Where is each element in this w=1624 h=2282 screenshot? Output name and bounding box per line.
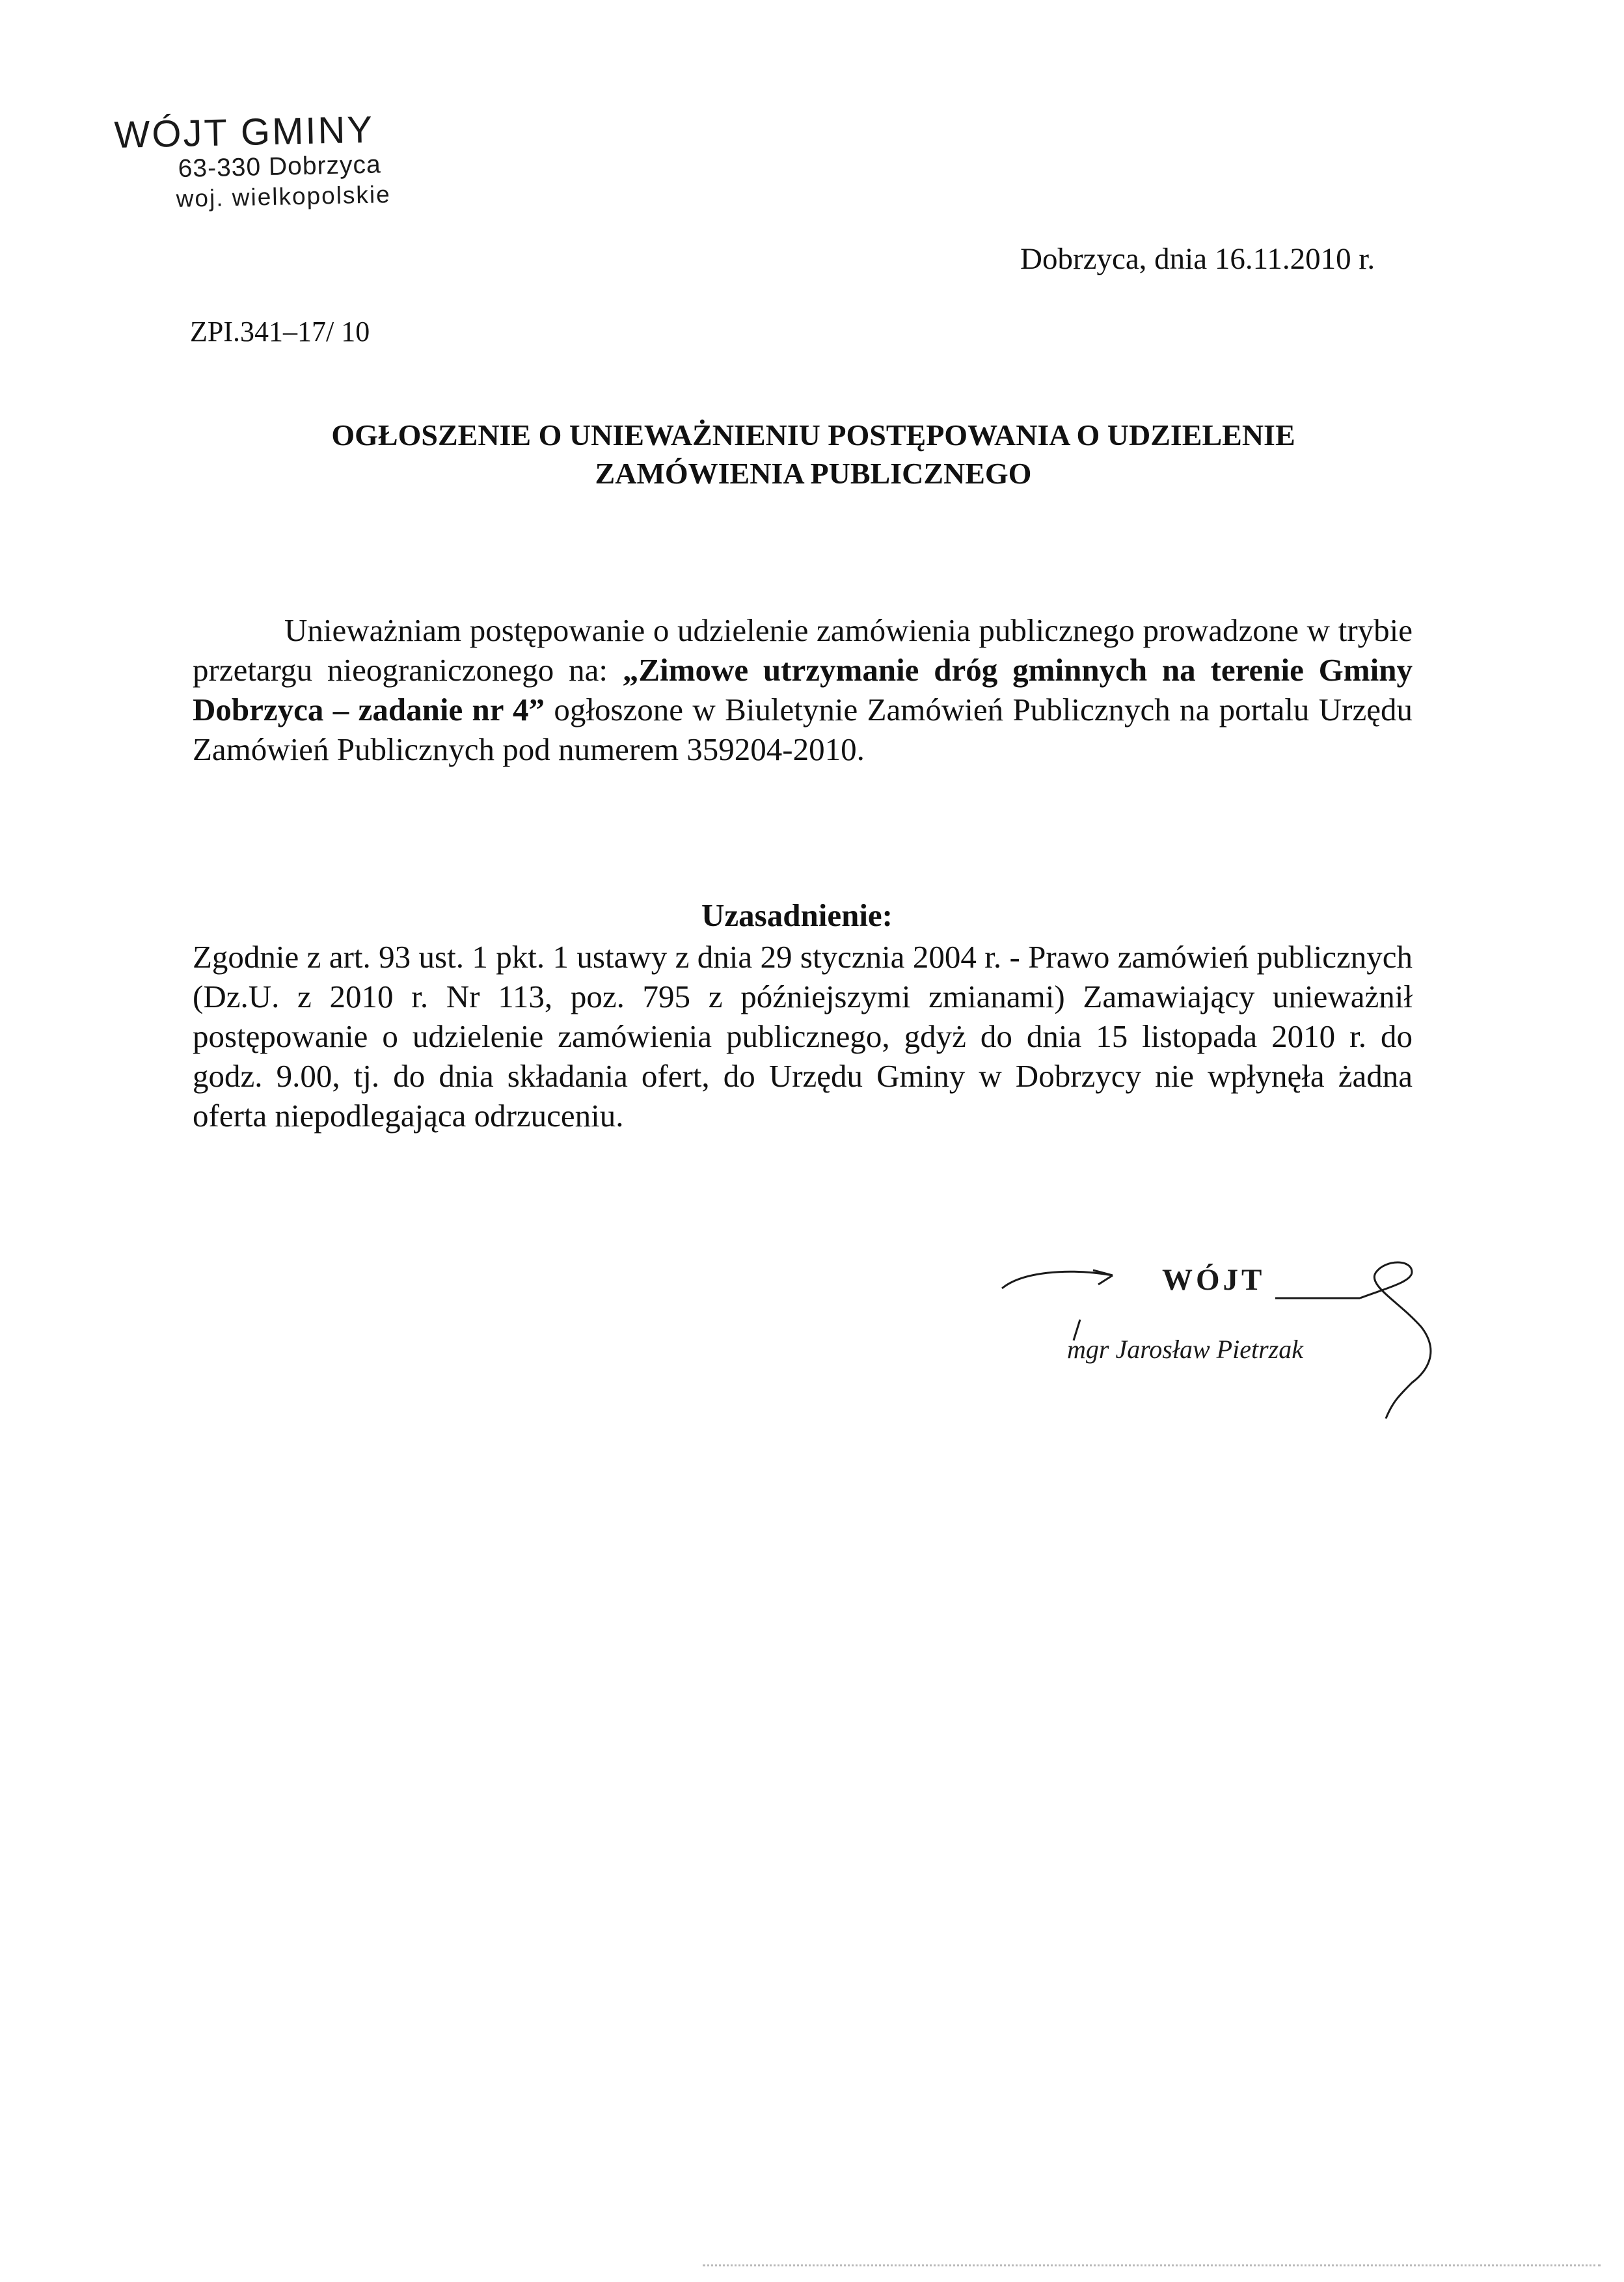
office-stamp <box>114 110 391 215</box>
paragraph-text-2: ogłoszone w Biuletynie Zamówień Publicznych na portalu Urzędu Zamówień Publicznych pod numerem 359204-2010. <box>193 692 1413 767</box>
document-date: Dobrzyca, dnia 16.11.2010 r. <box>1020 242 1375 276</box>
heading-line-1: OGŁOSZENIE O UNIEWAŻNIENIU POSTĘPOWANIA O UDZIELENIE <box>331 418 1295 452</box>
signature-block <box>995 1243 1438 1425</box>
justification-title: Uzasadnienie: <box>701 897 893 933</box>
paragraph-text-1: Unieważniam postępowanie o udzielenie zamówienia publicznego prowadzone w trybie przetargu nieograniczonego na: <box>193 612 1413 688</box>
main-paragraph <box>193 610 1413 769</box>
heading-line-2: ZAMÓWIENIA PUBLICZNEGO <box>595 456 1032 490</box>
document-heading <box>163 416 1464 493</box>
reference-number: ZPI.341–17/ 10 <box>190 316 370 347</box>
contract-title: „Zimowe utrzymanie dróg gminnych na terenie Gminy Dobrzyca – zadanie nr 4” <box>193 652 1413 727</box>
stamp-address: 63-330 Dobrzyca <box>178 150 382 183</box>
scan-artifact-line <box>703 2264 1601 2269</box>
justification-text: Zgodnie z art. 93 ust. 1 pkt. 1 ustawy z dnia 29 stycznia 2004 r. - Prawo zamówień publicznych (Dz.U. z 2010 r. Nr 113, poz. 795 z późniejszymi zmianami) Zamawiający unieważnił postępowanie o udzielenie zamówienia publicznego, gdyż do dnia 15 listopada 2010 r. do godz. 9.00, tj. do dnia składania ofert, do Urzędu Gminy w Dobrzycy nie wpłynęła żadna oferta niepodlegająca odrzuceniu. <box>193 939 1413 1134</box>
signatory-name: mgr Jarosław Pietrzak <box>1067 1335 1303 1364</box>
stamp-region: woj. wielkopolskie <box>176 180 392 212</box>
stamp-title: WÓJT GMINY <box>113 108 375 156</box>
signature-title: WÓJT <box>1162 1263 1265 1297</box>
